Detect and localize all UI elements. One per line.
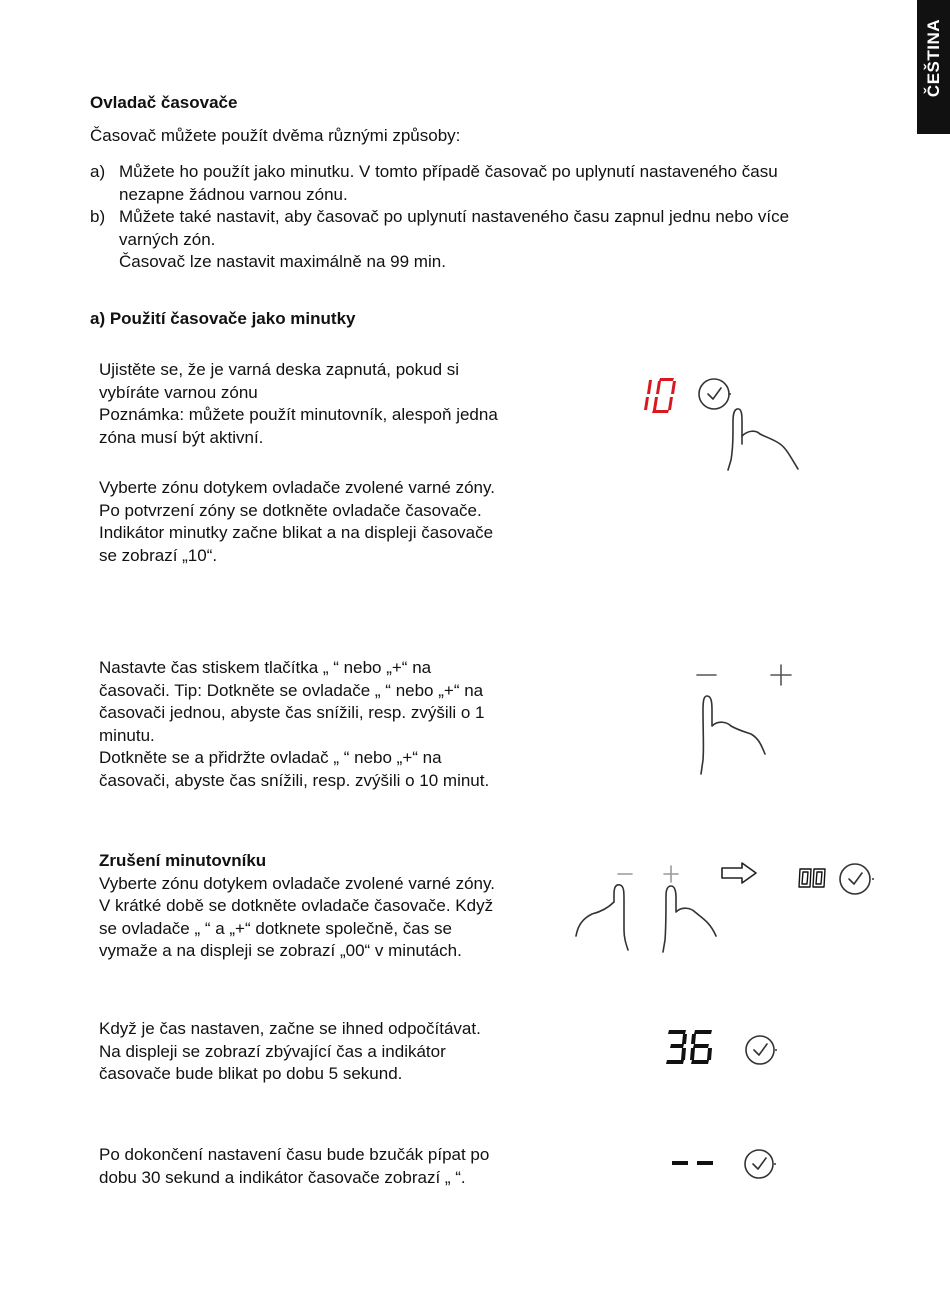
pointing-finger-icon: [728, 409, 798, 470]
option-b-line: Časovač lze nastavit maximálně na 99 min.: [119, 252, 446, 271]
plus-icon: [664, 866, 678, 882]
step-block-4: [99, 850, 559, 963]
option-b-marker: b): [90, 207, 106, 226]
intro-text: Časovač můžete použít dvěma různými způsoby:: [90, 126, 461, 145]
language-tab-label: ČEŠTINA: [923, 18, 943, 98]
display-digits-10: [644, 378, 676, 413]
figure-cancel-timer: [570, 860, 880, 960]
pointing-finger-icon: [663, 886, 716, 952]
text-line: V krátké době se dotkněte ovladače časovače. Když: [99, 896, 494, 915]
text-line: Po potvrzení zóny se dotkněte ovladače časovače.: [99, 500, 482, 520]
display-digits-00: [799, 869, 825, 887]
text-line: časovači. Tip: Dotkněte se ovladače „ “ nebo „+“ na: [99, 680, 484, 700]
text-line: Když je čas nastaven, začne se ihned odpočítávat.: [99, 1019, 481, 1038]
display-digits-36: [666, 1030, 712, 1064]
text-line: Poznámka: můžete použít minutovník, alespoň jedna: [99, 405, 498, 424]
text-line: časovači, abyste čas snížili, resp. zvýšili o 10 minut.: [99, 770, 490, 790]
text-line: minutu.: [99, 725, 155, 745]
text-line: vybíráte varnou zónu: [99, 382, 258, 402]
options-list: [90, 161, 890, 274]
text-line: časovače bude blikat po dobu 5 sekund.: [99, 1064, 403, 1083]
figure-display-10: [638, 372, 808, 477]
text-line: se zobrazí „10“.: [99, 545, 218, 565]
text-line: se ovladače „ “ a „+“ dotknete společně, čas se: [99, 918, 452, 938]
text-line: zóna musí být aktivní.: [99, 427, 264, 447]
text-line: Nastavte čas stiskem tlačítka „ “ nebo „+“ na: [99, 658, 432, 677]
timer-clock-icon: [746, 1036, 777, 1064]
plus-icon: [771, 665, 791, 685]
option-a-line: Můžete ho použít jako minutku. V tomto případě časovač po uplynutí nastaveného času: [119, 162, 778, 181]
figure-minus-plus: [685, 660, 805, 780]
text-line: vymaže a na displeji se zobrazí „00“ v minutách.: [99, 941, 462, 960]
option-b: [90, 206, 890, 274]
step-block-2: [99, 477, 559, 567]
step-block-1: [99, 359, 559, 449]
text-line: Dotkněte se a přidržte ovladač „ “ nebo „+“ na: [99, 748, 442, 767]
text-line: Na displeji se zobrazí zbývající čas a indikátor: [99, 1041, 446, 1061]
option-b-line: Můžete také nastavit, aby časovač po uplynutí nastaveného času zapnul jednu nebo více: [119, 207, 790, 226]
pointing-finger-icon: [701, 696, 765, 774]
timer-clock-icon: [840, 864, 874, 894]
step-block-5: [99, 1018, 559, 1086]
language-tab: [917, 0, 950, 134]
section-title: Ovladač časovače: [90, 93, 238, 112]
option-a-marker: a): [90, 162, 106, 181]
text-line: Vyberte zónu dotykem ovladače zvolené varné zóny.: [99, 478, 495, 497]
figure-display-36: [664, 1026, 784, 1074]
timer-clock-icon: [745, 1150, 776, 1178]
cancel-timer-heading: Zrušení minutovníku: [99, 851, 267, 870]
timer-clock-icon: [699, 379, 731, 409]
display-digits-dashes: [672, 1161, 713, 1165]
text-line: Po dokončení nastavení času bude bzučák pípat po: [99, 1145, 490, 1164]
text-line: Indikátor minutky začne blikat a na displeji časovače: [99, 523, 494, 542]
step-block-6: [99, 1144, 559, 1189]
step-block-3: [99, 657, 559, 792]
pointing-finger-icon: [576, 885, 628, 950]
option-a: [90, 161, 890, 206]
text-line: časovači jednou, abyste čas snížili, resp. zvýšili o 1: [99, 703, 485, 722]
option-a-line: nezapne žádnou varnou zónu.: [119, 184, 348, 204]
text-line: dobu 30 sekund a indikátor časovače zobrazí „ “.: [99, 1167, 466, 1187]
arrow-right-icon: [722, 863, 756, 883]
figure-display-dashes: [664, 1144, 784, 1188]
option-b-line: varných zón.: [119, 229, 216, 249]
text-line: Ujistěte se, že je varná deska zapnutá, pokud si: [99, 360, 460, 379]
text-line: Vyberte zónu dotykem ovladače zvolené varné zóny.: [99, 873, 495, 893]
section-a-heading: a) Použití časovače jako minutky: [90, 309, 356, 328]
